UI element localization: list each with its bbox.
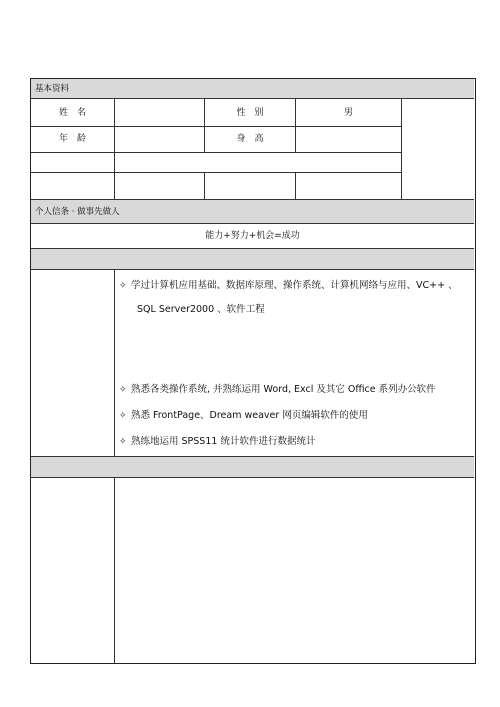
basic-info-title: 基本资料	[35, 84, 70, 94]
motto-text: 能力+努力+机会=成功	[205, 231, 300, 241]
basic-info-header	[31, 79, 474, 99]
skill-item-1-text: 学过计算机应用基础、数据库原理、操作系统、计算机网络与应用、VC++ 、	[131, 280, 458, 291]
gender-value[interactable]: 男	[343, 108, 353, 118]
age-label: 年 龄	[58, 134, 86, 144]
skill-item-3-text: 熟悉 FrontPage、Dream weaver 网页编辑软件的使用	[131, 410, 368, 421]
height-field[interactable]	[296, 127, 401, 152]
photo-area	[402, 100, 474, 199]
bullet-icon: ✧	[119, 281, 127, 291]
motto-header	[31, 199, 474, 224]
skill-item-4-text: 熟练地运用 SPSS11 统计软件进行数据统计	[131, 436, 316, 447]
experience-left-cell	[31, 478, 114, 663]
motto-row	[31, 224, 474, 248]
height-label: 身 高	[236, 134, 264, 144]
experience-content-cell[interactable]	[115, 478, 474, 663]
experience-header	[31, 456, 474, 478]
bullet-icon: ✧	[119, 437, 127, 447]
age-field[interactable]	[115, 127, 204, 152]
skill-item-1	[119, 279, 458, 293]
skill-item-2	[119, 383, 436, 397]
skill-item-1-cont-text: SQL Server2000 、软件工程	[137, 304, 265, 315]
motto-header-title: 个人信条 · 做事先做人	[35, 207, 120, 217]
skill-item-2-text: 熟悉各类操作系统, 并熟练运用 Word, Excl 及其它 Office 系列办公软件	[131, 384, 436, 395]
skill-item-1-cont	[137, 303, 265, 316]
gender-label: 性 别	[236, 108, 264, 118]
skill-item-4	[119, 435, 315, 449]
name-field[interactable]	[115, 100, 204, 126]
skills-left-cell	[31, 270, 114, 456]
name-label: 姓 名	[58, 108, 86, 118]
skills-header	[31, 248, 474, 270]
bullet-icon: ✧	[119, 385, 127, 395]
resume-form	[30, 78, 476, 664]
skill-item-3	[119, 409, 368, 423]
bullet-icon: ✧	[119, 411, 127, 421]
